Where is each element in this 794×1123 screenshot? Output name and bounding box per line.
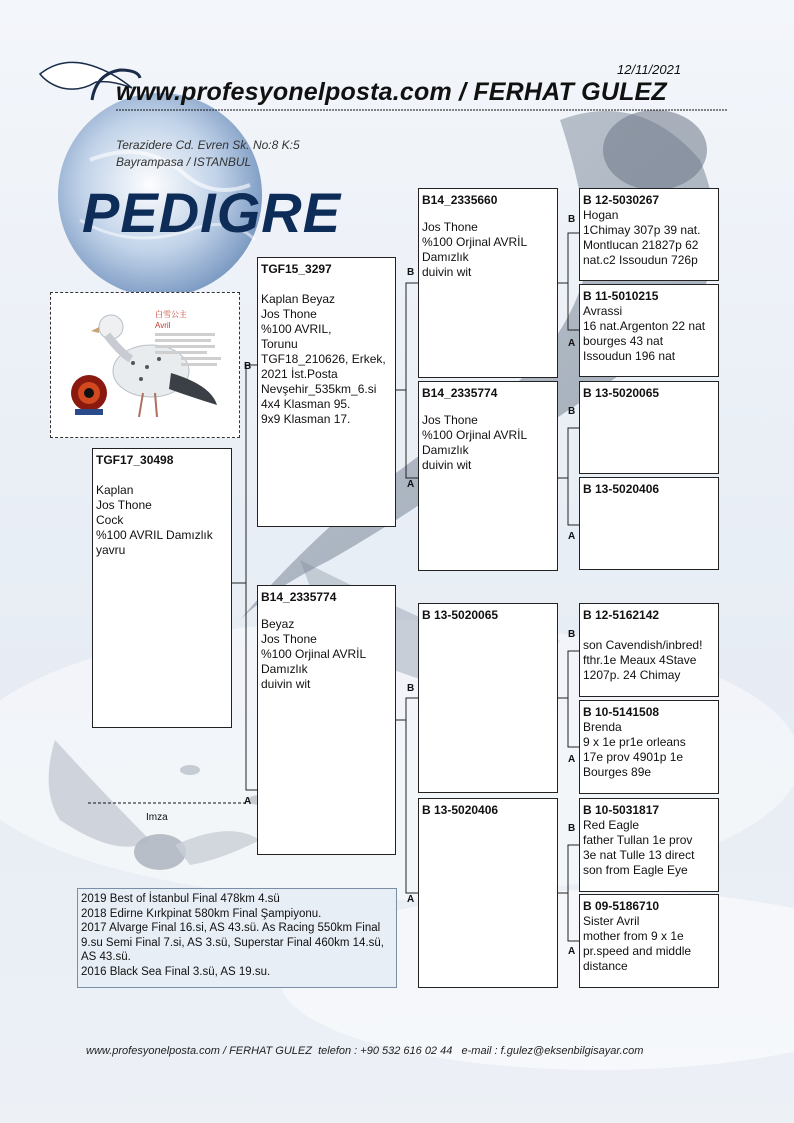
photo-caption-name: Avril [155, 321, 171, 330]
gen3-card-2 [418, 381, 558, 571]
subject-details: Kaplan Jos Thone Cock %100 AVRIL Damızlık yavru [96, 483, 213, 557]
subject-ring-number: TGF17_30498 [96, 453, 174, 467]
gen4-card-8 [579, 894, 719, 988]
footer-contact: www.profesyonelposta.com / FERHAT GULEZ telefon : +90 532 616 02 44 e-mail : f.gulez@eksenbilgisayar.com [86, 1045, 644, 1057]
pigeon-image [51, 293, 239, 437]
gen3-ring-4: B 13-5020406 [422, 803, 499, 817]
label-a-gen3-2: A [407, 479, 415, 490]
gen4-ring-8: B 09-5186710 [583, 899, 660, 913]
gen4-details-7: Red Eagle father Tullan 1e prov 3e nat Tulle 13 direct son from Eagle Eye [583, 818, 695, 877]
dam-card [257, 585, 396, 855]
label-b-gen3-1: B [407, 267, 415, 278]
gen4-card-6 [579, 700, 719, 794]
label-b-gen3-3: B [407, 683, 415, 694]
photo-caption-cn: 白雪公主 [155, 310, 187, 319]
gen4-ring-5: B 12-5162142 [583, 608, 660, 622]
gen3-ring-2: B14_2335774 [422, 386, 498, 400]
dam-ring-number: B14_2335774 [261, 590, 337, 604]
site-title: www.profesyonelposta.com / FERHAT GULEZ [116, 78, 667, 106]
gen4-card-5 [579, 603, 719, 697]
gen4-details-1: Hogan 1Chimay 307p 39 nat. Montlucan 21827p 62 nat.c2 Issoudun 726p [583, 208, 701, 267]
gen4-card-4 [579, 477, 719, 570]
sire-details: Kaplan Beyaz Jos Thone %100 AVRIL, Torunu TGF18_210626, Erkek, 2021 İst.Posta Nevşehir_535km_6.si 4x4 Klasman 95. 9x9 Klasman 17. [261, 292, 386, 426]
subject-pigeon-card [92, 448, 232, 728]
gen4-card-3 [579, 381, 719, 474]
gen4-ring-3: B 13-5020065 [583, 386, 660, 400]
print-date: 12/11/2021 [617, 62, 682, 77]
label-a-gen4-2: A [568, 338, 576, 349]
address-line-1: Terazidere Cd. Evren Sk. No:8 K:5 [116, 138, 300, 152]
gen3-ring-1: B14_2335660 [422, 193, 498, 207]
pigeon-photo [50, 292, 240, 438]
gen4-ring-4: B 13-5020406 [583, 482, 660, 496]
address-line-2: Bayrampasa / ISTANBUL [116, 155, 252, 169]
signature-label: Imza [146, 812, 168, 823]
result-line: 2016 Black Sea Final 3.sü, AS 19.su. [81, 965, 271, 978]
gen3-card-4 [418, 798, 558, 988]
sire-ring-number: TGF15_3297 [261, 262, 332, 276]
label-a-gen4-8: A [568, 946, 576, 957]
result-line: 2017 Alvarge Final 16.si, AS 43.sü. As Racing 550km Final 9.su Semi Final 7.si, AS 3.sü, Superstar Final 460km 14.sü, AS 43.sü. [81, 922, 384, 963]
label-a-gen4-4: A [568, 531, 576, 542]
sire-card [257, 257, 396, 527]
label-b-gen4-5: B [568, 629, 576, 640]
gen4-details-8: Sister Avril mother from 9 x 1e pr.speed and middle distance [583, 914, 692, 973]
gen4-card-2 [579, 284, 719, 377]
label-b-gen4-3: B [568, 406, 576, 417]
gen4-details-5: son Cavendish/inbred! fthr.1e Meaux 4Stave 1207p. 24 Chimay [583, 638, 703, 682]
label-a-gen3-4: A [407, 894, 415, 905]
gen3-card-1 [418, 188, 558, 378]
gen4-ring-1: B 12-5030267 [583, 193, 660, 207]
race-results-box [77, 888, 397, 988]
gen4-card-7 [579, 798, 719, 892]
label-b-gen2-sire: B [244, 361, 252, 372]
gen4-details-6: Brenda 9 x 1e pr1e orleans 17e prov 4901p 1e Bourges 89e [583, 720, 686, 779]
result-line: 2018 Edirne Kırkpinat 580km Final Şampiyonu. [81, 907, 322, 920]
page-heading: PEDIGRE [82, 181, 342, 244]
dam-details: Beyaz Jos Thone %100 Orjinal AVRİL Damızlık duivin wit [261, 617, 367, 691]
gen3-card-3 [418, 603, 558, 793]
label-a-gen4-6: A [568, 754, 576, 765]
gen3-details-2: Jos Thone %100 Orjinal AVRİL Damızlık duivin wit [422, 413, 528, 472]
label-b-gen4-7: B [568, 823, 576, 834]
gen3-details-1: Jos Thone %100 Orjinal AVRİL Damızlık duivin wit [422, 220, 528, 279]
result-line: 2019 Best of İstanbul Final 478km 4.sü [81, 893, 280, 905]
gen4-card-1 [579, 188, 719, 281]
label-b-gen4-1: B [568, 214, 576, 225]
gen4-ring-2: B 11-5010215 [583, 289, 659, 303]
gen4-details-2: Avrassi 16 nat.Argenton 22 nat bourges 43 nat Issoudun 196 nat [583, 304, 706, 363]
gen4-ring-6: B 10-5141508 [583, 705, 660, 719]
gen4-ring-7: B 10-5031817 [583, 803, 660, 817]
gen3-ring-3: B 13-5020065 [422, 608, 499, 622]
label-a-gen2-dam: A [244, 796, 252, 807]
